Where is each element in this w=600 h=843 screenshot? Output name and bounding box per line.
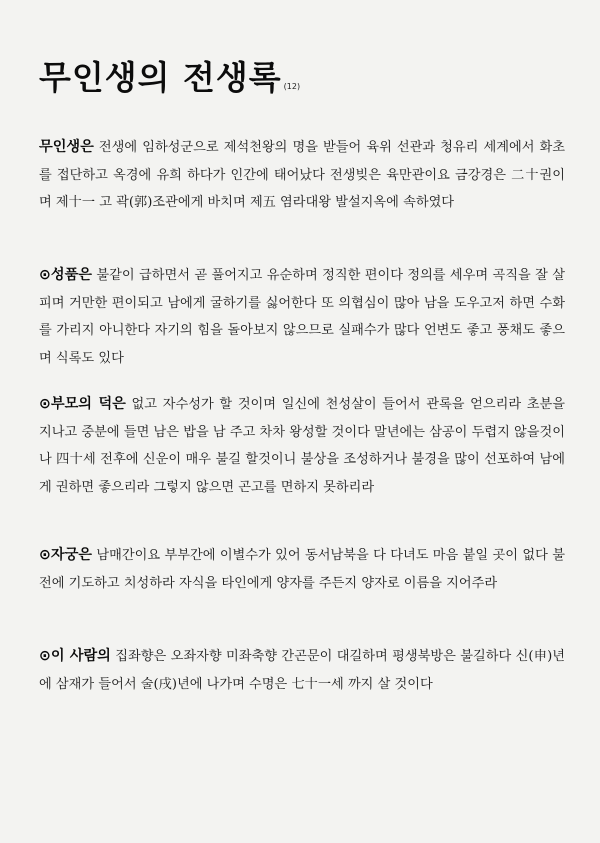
section-body: 집좌향은 오좌자향 미좌축향 간곤문이 대길하며 평생북방은 불길하다 신(申)년에 삼재가 들어서 술(戌)년에 나가며 수명은 七十一세 까지 살 것이다 xyxy=(39,649,565,692)
section-lead: ⊙부모의 덕은 xyxy=(39,396,126,412)
section-parents xyxy=(39,391,565,501)
title-row xyxy=(39,52,300,99)
section-body: 불같이 급하면서 곧 풀어지고 유순하며 정직한 편이다 정의를 세우며 곡직을 잘 살피며 거만한 편이되고 남에게 굴하기를 싫어한다 또 의협심이 많아 남을 도우고저 하면 수화를 가리지 아니한다 자기의 힘을 돌아보지 않으므로 실패수가 많다 언변도 좋고 풍채도 좋으며 식록도 있다 xyxy=(39,268,565,366)
section-lead: 무인생은 xyxy=(39,139,94,155)
section-lead: ⊙자궁은 xyxy=(39,547,93,563)
section-person xyxy=(39,643,565,698)
page-title: 무인생의 전생록 xyxy=(39,58,282,97)
section-personality xyxy=(39,262,565,372)
section-children xyxy=(39,542,565,597)
section-lead: ⊙이 사람의 xyxy=(39,648,111,664)
section-body: 없고 자수성가 할 것이며 일신에 천성살이 들어서 관록을 얻으리라 초분을 지나고 중분에 들면 남은 밥을 남 주고 차차 왕성할 것이다 말년에는 삼공이 두렵지 않을것이나 四十세 전후에 신운이 매우 불길 할것이니 불상을 조성하거나 불경을 많이 선포하여 남에게 권하면 좋으리라 그렇지 않으면 곤고를 면하지 못하리라 xyxy=(39,397,565,495)
section-origin xyxy=(39,134,565,217)
section-body: 전생에 임하성군으로 제석천왕의 명을 받들어 육위 선관과 청유리 세계에서 화초를 접단하고 옥경에 유희 하다가 인간에 태어났다 전생빚은 육만관이요 금강경은 二十권이며 제十一 고 곽(郭)조관에게 바치며 제五 염라대왕 발설지옥에 속하였다 xyxy=(39,140,565,211)
section-lead: ⊙성품은 xyxy=(39,267,93,283)
section-body: 남매간이요 부부간에 이별수가 있어 동서남북을 다 다녀도 마음 붙일 곳이 없다 불전에 기도하고 치성하라 자식을 타인에게 양자를 주든지 양자로 이름을 지어주라 xyxy=(39,548,565,591)
page-number: (12) xyxy=(283,82,301,91)
